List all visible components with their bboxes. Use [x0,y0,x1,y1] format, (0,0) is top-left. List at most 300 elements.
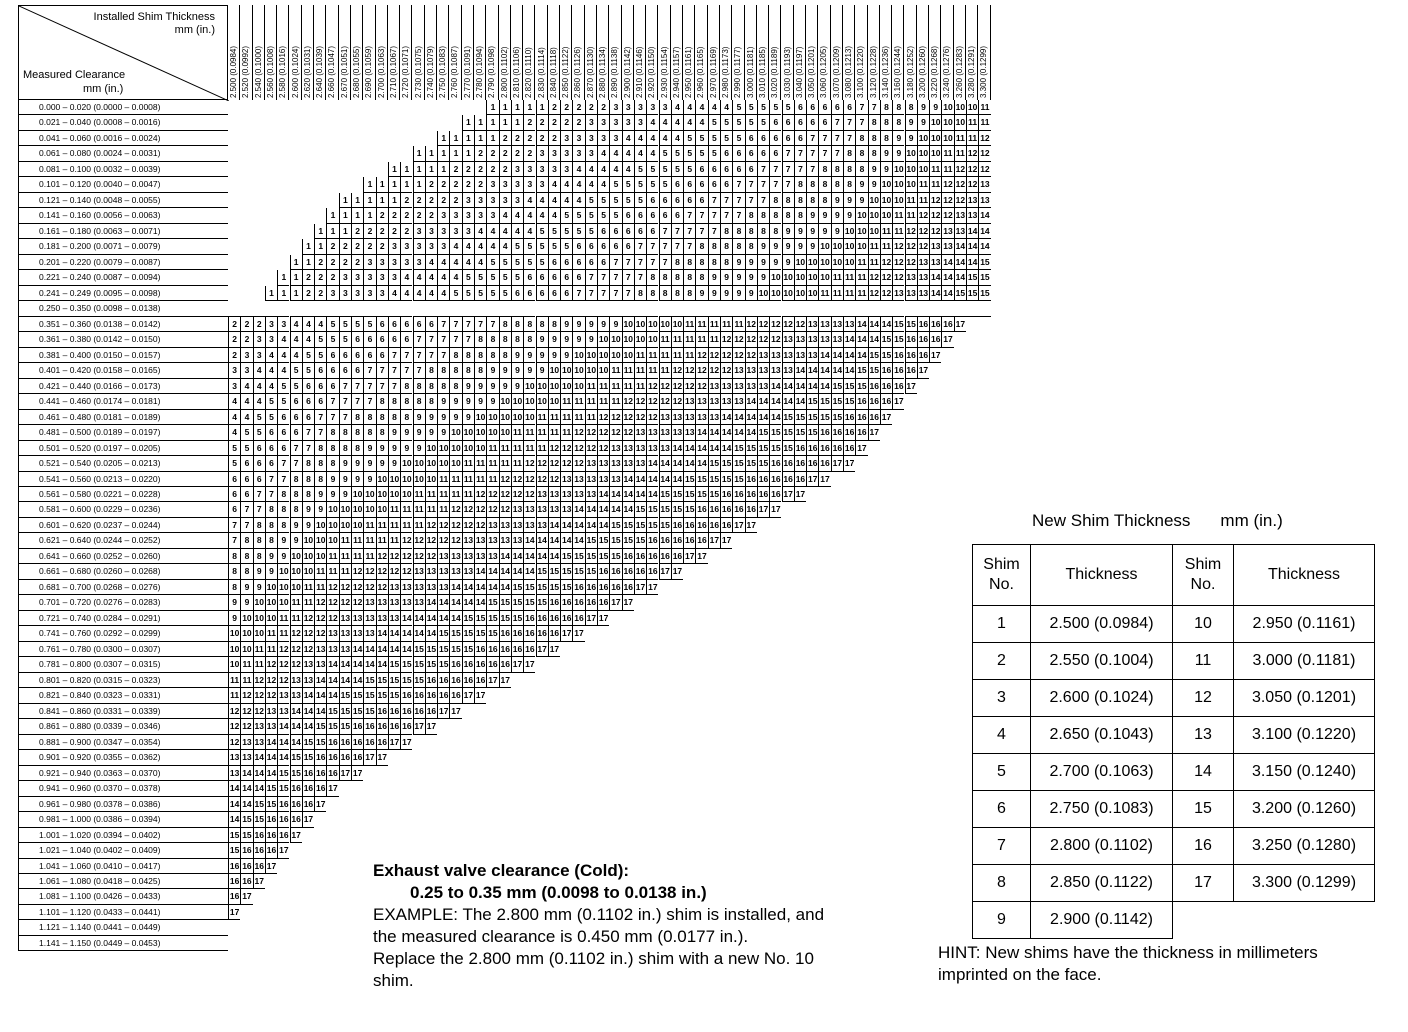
grid-cell: 8 [880,100,892,115]
grid-cell: 7 [806,162,818,177]
shim-number: 16 [1173,828,1234,865]
grid-cell: 9 [351,472,363,487]
grid-cell: 7 [314,410,326,425]
grid-cell: 5 [560,239,572,254]
grid-cell [400,301,412,316]
grid-cell: 12 [253,704,265,719]
grid-cell [892,301,904,316]
grid-cell: 13 [413,580,425,595]
grid-cell: 5 [585,224,597,239]
shim-thickness: 2.750 (0.1083) [1031,791,1173,828]
grid-cell: 13 [228,750,240,765]
grid-cell: 14 [240,766,252,781]
grid-cell: 14 [572,518,584,533]
grid-cell: 5 [486,270,498,285]
grid-cell: 15 [806,425,818,440]
grid-cell: 8 [831,162,843,177]
grid-cell: 16 [560,595,572,610]
grid-cell: 7 [868,100,880,115]
grid-cell: 5 [290,379,302,394]
grid-cell: 11 [966,131,978,146]
grid-cell: 12 [732,348,744,363]
grid-cell: 8 [818,177,830,192]
grid-cell: 10 [400,456,412,471]
grid-cell: 10 [474,441,486,456]
column-header [437,5,449,100]
grid-cell: 13 [560,487,572,502]
grid-cell: 7 [695,208,707,223]
grid-cell: 11 [449,487,461,502]
grid-cell: 8 [277,518,289,533]
grid-cell: 14 [597,518,609,533]
grid-cell: 5 [597,193,609,208]
grid-cell: 3 [523,162,535,177]
grid-cell: 15 [499,611,511,626]
grid-cell: 10 [290,580,302,595]
grid-cell: 7 [855,115,867,130]
grid-cell: 16 [302,766,314,781]
grid-cell: 14 [572,533,584,548]
grid-cell: 17 [708,533,720,548]
grid-cell: 12 [609,410,621,425]
grid-cell: 10 [363,487,375,502]
grid-cell: 5 [499,270,511,285]
grid-cell: 2 [449,162,461,177]
grid-cell: 4 [572,193,584,208]
grid-cell: 14 [548,549,560,564]
grid-cell: 14 [523,533,535,548]
grid-cell [646,301,658,316]
row-label: 0.761 – 0.780 (0.0300 – 0.0307) [18,642,228,657]
grid-cell: 11 [413,487,425,502]
grid-cell: 5 [609,177,621,192]
column-header-label: 2.660 (0.1047) [327,45,337,98]
column-header [536,5,548,100]
grid-cell: 3 [634,100,646,115]
grid-cell: 15 [671,487,683,502]
grid-cell: 16 [917,348,929,363]
grid-cell: 17 [536,642,548,657]
grid-cell: 14 [941,255,953,270]
grid-cell: 14 [314,688,326,703]
grid-cell: 7 [302,441,314,456]
grid-cell: 15 [314,735,326,750]
grid-cell: 6 [818,115,830,130]
grid-cell: 11 [474,472,486,487]
row-label: 0.681 – 0.700 (0.0268 – 0.0276) [18,580,228,595]
grid-cell: 16 [277,797,289,812]
grid-cell: 15 [351,688,363,703]
grid-cell: 3 [253,332,265,347]
column-header [462,5,474,100]
grid-cell: 15 [831,394,843,409]
grid-cell: 11 [708,317,720,332]
grid-cell: 14 [966,255,978,270]
grid-cell: 12 [609,425,621,440]
grid-cell: 4 [695,115,707,130]
grid-cell: 13 [277,704,289,719]
grid-cell: 8 [769,224,781,239]
grid-cell [228,301,240,316]
grid-cell: 11 [708,332,720,347]
grid-cell [548,301,560,316]
grid-cell: 15 [437,642,449,657]
grid-cell: 8 [892,100,904,115]
grid-cell: 14 [511,549,523,564]
grid-cell: 17 [929,348,941,363]
column-header-label: 2.920 (0.1150) [647,46,657,98]
grid-cell: 13 [486,549,498,564]
grid-cell [794,301,806,316]
grid-cell: 9 [917,115,929,130]
grid-cell: 16 [240,874,252,889]
grid-cell: 12 [400,564,412,579]
grid-cell: 14 [745,394,757,409]
grid-cell: 13 [634,441,646,456]
grid-cell: 14 [720,410,732,425]
grid-cell: 12 [228,719,240,734]
grid-cell: 16 [265,828,277,843]
grid-cell: 10 [843,224,855,239]
grid-cell: 8 [499,317,511,332]
shim-row [973,865,1375,902]
grid-cell: 8 [314,441,326,456]
row-label: 0.661 – 0.680 (0.0260 – 0.0268) [18,564,228,579]
grid-cell: 11 [732,317,744,332]
shim-number: 11 [1173,643,1234,680]
grid-cell: 15 [413,673,425,688]
grid-cell: 11 [339,533,351,548]
shim-number: 10 [1173,606,1234,643]
grid-cell: 13 [536,487,548,502]
grid-cell: 10 [290,549,302,564]
grid-cell: 15 [978,270,990,285]
column-header [326,5,338,100]
grid-cell: 10 [818,255,830,270]
grid-cell: 3 [536,177,548,192]
grid-cell: 2 [413,193,425,208]
grid-cell: 12 [917,208,929,223]
grid-cell: 14 [560,518,572,533]
grid-cell: 10 [769,270,781,285]
grid-cell: 7 [782,162,794,177]
grid-cell: 15 [376,673,388,688]
grid-cell: 9 [290,518,302,533]
grid-cell: 15 [855,379,867,394]
measured-clearance-label [23,68,125,96]
grid-cell: 14 [818,379,830,394]
grid-cell: 9 [486,363,498,378]
grid-cell: 10 [622,317,634,332]
grid-cell: 13 [265,704,277,719]
grid-cell: 1 [326,224,338,239]
grid-cell: 9 [363,472,375,487]
grid-cell: 15 [376,688,388,703]
grid-cell: 3 [634,115,646,130]
grid-cell: 17 [818,472,830,487]
grid-cell [683,301,695,316]
grid-cell: 16 [536,626,548,641]
grid-cell: 8 [695,270,707,285]
grid-cell: 15 [905,317,917,332]
grid-cell: 1 [277,286,289,301]
column-header-label: 2.790 (0.1098) [487,45,497,98]
grid-cell: 7 [597,286,609,301]
grid-cell: 12 [905,224,917,239]
grid-cell: 10 [265,611,277,626]
grid-cell: 3 [413,239,425,254]
grid-cell: 16 [622,549,634,564]
grid-cell: 12 [326,580,338,595]
grid-cell: 5 [302,363,314,378]
grid-cell: 13 [523,518,535,533]
grid-cell: 11 [954,146,966,161]
grid-cell: 7 [388,379,400,394]
grid-cell: 8 [314,456,326,471]
column-header [499,5,511,100]
grid-cell: 3 [585,115,597,130]
grid-cell: 5 [585,208,597,223]
column-header [757,5,769,100]
row-label: 1.021 – 1.040 (0.0402 – 0.0409) [18,843,228,858]
grid-cell: 8 [695,239,707,254]
grid-cell: 16 [425,673,437,688]
grid-cell: 12 [978,162,990,177]
grid-cell: 7 [609,270,621,285]
grid-cell: 1 [437,131,449,146]
column-header [671,5,683,100]
column-header [597,5,609,100]
grid-cell: 8 [720,239,732,254]
grid-cell: 12 [917,224,929,239]
grid-cell: 6 [351,363,363,378]
grid-cell: 6 [622,239,634,254]
grid-cell: 8 [671,255,683,270]
grid-cell: 4 [253,394,265,409]
grid-cell: 8 [511,332,523,347]
grid-cell: 12 [880,270,892,285]
grid-cell: 5 [634,193,646,208]
grid-cell: 1 [449,131,461,146]
grid-cell: 17 [954,317,966,332]
grid-cell: 1 [462,115,474,130]
grid-cell: 11 [462,487,474,502]
grid-cell: 6 [683,193,695,208]
grid-cell: 4 [449,239,461,254]
grid-cell: 13 [560,472,572,487]
grid-cell: 4 [523,224,535,239]
column-header-label: 2.780 (0.1094) [475,45,484,98]
grid-cell: 15 [954,286,966,301]
grid-cell: 9 [462,379,474,394]
grid-cell: 14 [794,363,806,378]
grid-cell: 4 [572,162,584,177]
grid-cell: 1 [363,193,375,208]
row-label: 1.001 – 1.020 (0.0394 – 0.0402) [18,828,228,843]
grid-cell: 16 [572,611,584,626]
grid-cell: 15 [240,828,252,843]
grid-cell: 13 [585,472,597,487]
grid-cell: 8 [376,425,388,440]
grid-cell: 1 [462,146,474,161]
grid-cell: 7 [732,177,744,192]
grid-cell: 6 [265,425,277,440]
grid-cell: 15 [585,564,597,579]
grid-cell: 5 [536,239,548,254]
grid-cell: 14 [290,704,302,719]
grid-cell: 10 [868,193,880,208]
grid-cell: 15 [388,673,400,688]
grid-cell: 13 [671,410,683,425]
grid-cell: 7 [449,317,461,332]
grid-cell: 9 [486,379,498,394]
grid-cell: 14 [708,441,720,456]
grid-cell: 10 [609,348,621,363]
grid-cell: 11 [683,348,695,363]
grid-cell: 14 [474,595,486,610]
grid-cell [437,301,449,316]
grid-cell: 8 [240,533,252,548]
grid-cell: 8 [523,317,535,332]
grid-cell: 10 [413,456,425,471]
grid-cell: 8 [413,394,425,409]
column-header [413,5,425,100]
grid-cell: 8 [720,224,732,239]
grid-cell: 12 [253,688,265,703]
grid-cell: 9 [240,580,252,595]
column-header-label: 3.010 (0.1185) [757,46,767,98]
grid-cell: 17 [745,518,757,533]
grid-cell: 1 [351,208,363,223]
grid-cell: 17 [462,688,474,703]
grid-cell: 15 [843,394,855,409]
grid-cell: 9 [437,394,449,409]
grid-cell: 14 [757,394,769,409]
grid-cell: 2 [326,239,338,254]
column-header-label: 2.730 (0.1075) [413,45,423,98]
grid-cell: 10 [880,208,892,223]
grid-cell: 6 [376,348,388,363]
grid-cell: 2 [376,208,388,223]
column-header-label: 3.000 (0.1181) [745,46,755,98]
grid-cell: 13 [708,394,720,409]
grid-cell: 14 [978,208,990,223]
grid-cell: 12 [732,332,744,347]
installed-label-line2: mm (in.) [174,24,215,36]
grid-cell: 1 [290,270,302,285]
grid-cell: 4 [474,239,486,254]
grid-cell: 13 [941,224,953,239]
grid-cell: 15 [548,580,560,595]
column-header [708,5,720,100]
grid-cell: 2 [523,131,535,146]
grid-cell: 2 [499,162,511,177]
grid-cell: 7 [757,177,769,192]
grid-cell: 12 [339,580,351,595]
table-corner-header [18,5,228,100]
column-header-label: 2.820 (0.1110) [524,47,534,98]
grid-cell: 3 [413,255,425,270]
grid-cell: 10 [536,379,548,394]
grid-cell: 17 [782,487,794,502]
grid-cell: 14 [597,502,609,517]
grid-cell: 4 [499,224,511,239]
grid-cell: 15 [400,673,412,688]
grid-cell: 12 [290,626,302,641]
grid-cell: 12 [277,657,289,672]
grid-cell: 11 [523,425,535,440]
grid-cell: 5 [363,317,375,332]
grid-cell: 8 [745,224,757,239]
grid-cell: 1 [536,100,548,115]
grid-cell: 6 [548,255,560,270]
grid-cell: 15 [732,472,744,487]
grid-cell: 7 [290,441,302,456]
grid-cell: 12 [954,193,966,208]
column-header [474,5,486,100]
grid-cell: 12 [892,239,904,254]
grid-cell: 4 [413,270,425,285]
grid-cell: 14 [548,533,560,548]
grid-cell: 15 [253,812,265,827]
grid-cell: 13 [966,208,978,223]
grid-cell: 6 [634,208,646,223]
shim-thickness: 2.800 (0.1102) [1031,828,1173,865]
grid-cell: 12 [966,146,978,161]
grid-cell: 12 [560,456,572,471]
clearance-title: Exhaust valve clearance (Cold): [373,861,630,880]
grid-cell: 13 [425,580,437,595]
grid-cell: 16 [868,410,880,425]
grid-cell: 16 [868,394,880,409]
grid-cell: 15 [462,611,474,626]
grid-cell: 9 [548,348,560,363]
grid-cell: 10 [782,286,794,301]
grid-cell: 14 [782,379,794,394]
shim-table-body [973,606,1375,939]
grid-cell: 9 [806,208,818,223]
grid-cell: 9 [462,394,474,409]
grid-cell: 14 [462,580,474,595]
grid-cell: 6 [745,146,757,161]
grid-cell: 12 [646,410,658,425]
grid-cell: 8 [351,410,363,425]
grid-cell: 12 [302,642,314,657]
grid-cell: 3 [449,208,461,223]
grid-cell: 1 [302,239,314,254]
grid-cell: 15 [708,456,720,471]
grid-cell: 4 [425,255,437,270]
grid-cell: 12 [695,363,707,378]
grid-cell: 9 [818,224,830,239]
grid-cell: 14 [978,224,990,239]
grid-cell: 13 [449,564,461,579]
grid-cell: 17 [634,580,646,595]
grid-cell: 16 [609,564,621,579]
grid-cell: 15 [499,595,511,610]
grid-cell: 12 [314,611,326,626]
grid-cell: 5 [769,100,781,115]
grid-cell: 7 [806,146,818,161]
grid-cell: 15 [695,472,707,487]
grid-cell: 6 [388,317,400,332]
grid-cell: 12 [917,239,929,254]
column-header-label: 2.580 (0.1016) [278,45,288,98]
grid-cell: 3 [253,348,265,363]
grid-cell: 13 [757,379,769,394]
grid-cell: 7 [326,394,338,409]
grid-cell: 16 [646,564,658,579]
